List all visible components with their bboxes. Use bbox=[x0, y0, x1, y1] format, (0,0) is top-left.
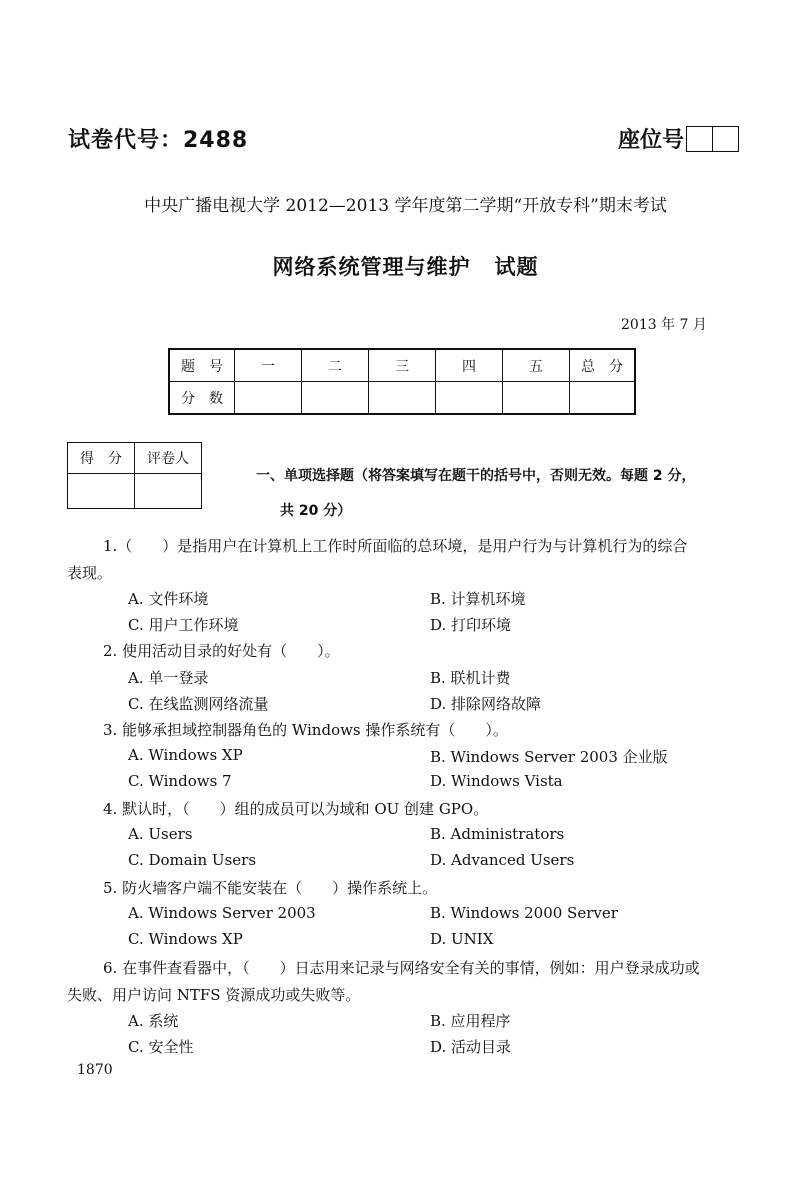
score-header-cell: 一 bbox=[235, 349, 302, 382]
option: B. Administrators bbox=[430, 825, 565, 843]
question-stem: 2. 使用活动目录的好处有（ ）。 bbox=[103, 642, 340, 660]
score-header-cell: 总 分 bbox=[570, 349, 636, 382]
option: A. 系统 bbox=[128, 1012, 179, 1030]
option: C. Domain Users bbox=[128, 851, 257, 869]
option: D. UNIX bbox=[430, 930, 494, 948]
seat-box bbox=[686, 126, 739, 152]
option: A. Windows XP bbox=[128, 746, 243, 764]
score-cell bbox=[570, 382, 636, 415]
option: C. 安全性 bbox=[128, 1038, 194, 1056]
score-row-label: 分 数 bbox=[169, 382, 235, 415]
option: B. 联机计费 bbox=[430, 669, 511, 687]
seat-label: 座位号 bbox=[618, 128, 685, 153]
option: B. Windows Server 2003 企业版 bbox=[430, 748, 668, 766]
option: A. Windows Server 2003 bbox=[128, 904, 316, 922]
option: C. 用户工作环境 bbox=[128, 616, 239, 634]
score-cell bbox=[235, 382, 302, 415]
exam-title bbox=[0, 251, 811, 281]
question-stem: 6. 在事件查看器中，（ ）日志用来记录与网络安全有关的事情，例如：用户登录成功或 bbox=[103, 959, 700, 977]
exam-title-main: 网络系统管理与维护 bbox=[272, 255, 471, 279]
question-stem: 4. 默认时，（ ）组的成员可以为域和 OU 创建 GPO。 bbox=[103, 800, 489, 818]
option: B. 计算机环境 bbox=[430, 590, 526, 608]
option: D. 打印环境 bbox=[430, 616, 512, 634]
paper-code: 试卷代号：2488 bbox=[68, 128, 249, 153]
page-number: 1870 bbox=[77, 1062, 113, 1078]
question-stem-cont: 表现。 bbox=[67, 564, 113, 582]
score-cell bbox=[436, 382, 503, 415]
section-heading: 一、单项选择题（将答案填写在题干的括号中，否则无效。每题 2 分， bbox=[256, 468, 696, 484]
score-header-cell: 二 bbox=[302, 349, 369, 382]
score-cell bbox=[302, 382, 369, 415]
score-table bbox=[168, 348, 636, 415]
option: C. Windows 7 bbox=[128, 772, 232, 790]
option: C. 在线监测网络流量 bbox=[128, 695, 269, 713]
exam-organization: 中央广播电视大学 2012—2013 学年度第二学期“开放专科”期末考试 bbox=[144, 196, 667, 216]
score-header-cell: 四 bbox=[436, 349, 503, 382]
option: D. Advanced Users bbox=[430, 851, 575, 869]
score-header-cell: 题 号 bbox=[169, 349, 235, 382]
question-stem-cont: 失败、用户访问 NTFS 资源成功或失败等。 bbox=[67, 986, 361, 1004]
score-header-cell: 五 bbox=[503, 349, 570, 382]
grader-name-label: 评卷人 bbox=[135, 443, 202, 474]
option: D. 排除网络故障 bbox=[430, 695, 542, 713]
option: C. Windows XP bbox=[128, 930, 243, 948]
grader-name-cell bbox=[135, 474, 202, 509]
exam-date: 2013 年 7 月 bbox=[621, 317, 707, 333]
option: B. Windows 2000 Server bbox=[430, 904, 618, 922]
score-cell bbox=[503, 382, 570, 415]
grader-score-label: 得 分 bbox=[68, 443, 135, 474]
grader-table bbox=[67, 442, 202, 509]
score-header-cell: 三 bbox=[369, 349, 436, 382]
option: A. Users bbox=[128, 825, 193, 843]
option: B. 应用程序 bbox=[430, 1012, 511, 1030]
exam-title-suffix: 试题 bbox=[494, 255, 539, 279]
grader-score-cell bbox=[68, 474, 135, 509]
score-cell bbox=[369, 382, 436, 415]
question-stem: 1.（ ）是指用户在计算机上工作时所面临的总环境，是用户行为与计算机行为的综合 bbox=[103, 537, 688, 555]
section-heading-cont: 共 20 分） bbox=[280, 503, 352, 519]
option: D. Windows Vista bbox=[430, 772, 563, 790]
seat-number-field bbox=[618, 123, 739, 154]
question-stem: 3. 能够承担域控制器角色的 Windows 操作系统有（ ）。 bbox=[103, 721, 508, 739]
option: A. 单一登录 bbox=[128, 669, 209, 687]
question-stem: 5. 防火墙客户端不能安装在（ ）操作系统上。 bbox=[103, 879, 438, 897]
option: D. 活动目录 bbox=[430, 1038, 512, 1056]
option: A. 文件环境 bbox=[128, 590, 209, 608]
